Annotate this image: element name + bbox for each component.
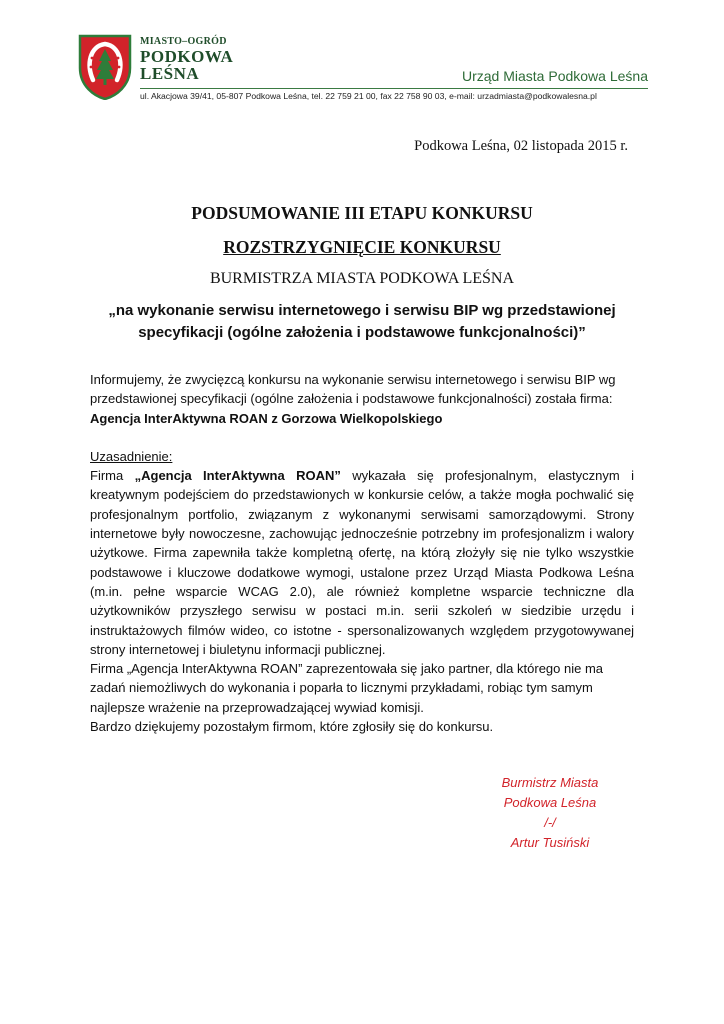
office-name: Urząd Miasta Podkowa Leśna (462, 68, 648, 84)
title-resolution: ROZSTRZYGNIĘCIE KONKURSU (223, 237, 501, 257)
brand-small: MIASTO–OGRÓD (140, 36, 227, 47)
winner-name: Agencja InterAktywna ROAN z Gorzowa Wielkopolskiego (90, 410, 443, 426)
address-line: ul. Akacjowa 39/41, 05-807 Podkowa Leśna, tel. 22 759 21 00, fax 22 758 90 03, e-mail: urzadmiasta@podkowalesna.pl (140, 91, 597, 101)
signature-line-4: Artur Tusiński (510, 835, 590, 850)
brand-line2: LEŚNA (140, 64, 200, 83)
justification-paragraph-1 (90, 466, 634, 659)
spacer (90, 428, 634, 447)
letter-body (90, 370, 634, 736)
justification-heading: Uzasadnienie: (90, 448, 173, 464)
signature-block (460, 773, 640, 853)
p1-prefix: Firma (90, 468, 135, 484)
signature-line-2: Podkowa Leśna (503, 795, 597, 810)
title-summary: PODSUMOWANIE III ETAPU KONKURSU (191, 203, 533, 223)
brand-name (140, 36, 233, 82)
justification-paragraph-3: Bardzo dziękujemy pozostałym firmom, które zgłosiły się do konkursu. (90, 719, 494, 735)
intro-paragraph (90, 370, 634, 428)
document-date: Podkowa Leśna, 02 listopada 2015 r. (414, 138, 628, 154)
intro-text: Informujemy, że zwycięzcą konkursu na wykonanie serwisu internetowego i serwisu BIP wg przedstawionej specyfikacji (ogólne założenia i podstawowe funkcjonalności) została firma: (90, 372, 616, 407)
city-crest-icon (78, 34, 132, 100)
letterhead (78, 34, 648, 106)
brand-line1: PODKOWA (140, 47, 234, 66)
contest-subject: „na wykonanie serwisu internetowego i serwisu BIP wg przedstawionej specyfikacji (ogólne założenia i podstawowe funkcjonalności)” (108, 302, 616, 341)
p1-company: „Agencja InterAktywna ROAN” (134, 468, 341, 484)
justification-paragraph-2: Firma „Agencja InterAktywna ROAN” zaprezentowała się jako partner, dla którego nie ma zadań niemożliwych do wykonania i poparła to licznymi przykładami, robiąc tym samym najlepsze wrażenie na przeprowadzającej wywiad komisji. (90, 661, 604, 715)
signature-line-1: Burmistrz Miasta (501, 775, 599, 790)
signature-line-3: /-/ (544, 815, 556, 830)
title-mayor: BURMISTRZA MIASTA PODKOWA LEŚNA (209, 270, 515, 287)
header-divider (140, 88, 648, 89)
p1-rest: wykazała się profesjonalnym, elastycznym i kreatywnym podejściem do przedstawionych w konkursie celów, a także mogła pochwalić się profesjonalnym portfolio, związanym z wykonanymi serwisami samorządowymi. Strony internetowe były nowoczesne, zachowując jednocześnie potrzebny im profesjonalizm i walory użytkowe. Firma zapewniła także kompletną ofertę, na którą złożyły się nie tylko wszystkie podstawowe i kluczowe dodatkowe wymogi, ustalone przez Urząd Miasta Podkowa Leśna (m.in. pełne wsparcie WCAG 2.0), ale również kompletne wsparcie techniczne dla użytkowników przyszłego serwisu w postaci m.in. serii szkoleń w siedzibie urzędu i instruktażowych filmów wideo, co istotne - spersonalizowanych względem przygotowywanej strony internetowej i biuletynu informacji publicznej. (90, 468, 634, 657)
